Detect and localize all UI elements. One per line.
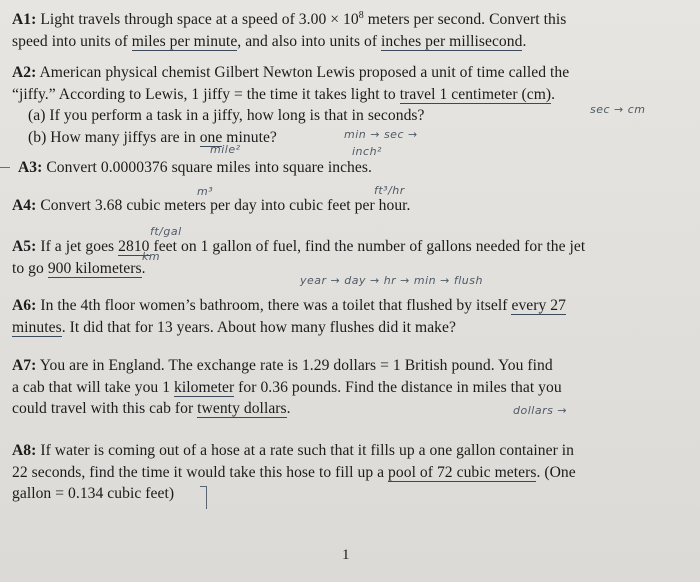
underline-2810: 2810 [118,238,150,255]
handwritten-note-min-sec: min → sec → [344,128,418,141]
problem-a3 [18,157,694,179]
handwritten-note-dollars: dollars → [513,404,568,417]
problem-a4-text: Convert 3.68 cubic meters per day into cubic feet per hour. [36,197,411,214]
problem-a8-tag: A8: [12,442,37,459]
handwritten-note-sec-cm: sec → cm [590,103,646,116]
underline-inches-per-millisecond: inches per millisecond [381,32,523,50]
problem-a5-text: If a jet goes [36,238,119,255]
problem-a5-text-3: to go [12,259,48,277]
underline-kilometer: kilometer [174,378,235,396]
problem-a2-part-b-text-2: minute? [222,128,277,146]
problem-a6 [12,295,688,338]
problem-a8-line2 [12,462,688,484]
problem-a1-text-3: , and also into units of [237,32,382,50]
handwritten-note-inch2: inch² [352,145,382,158]
problem-a6-text: In the 4th floor women’s bathroom, there was a toilet that flushed by itself [36,297,512,314]
problem-a2-tag: A2: [12,64,37,81]
handwritten-note-m3: m³ [197,185,214,198]
problem-a2-part-a: (a) If you perform a task in a jiffy, how long is that in seconds? [28,107,425,124]
period: . [141,259,146,277]
problem-a1-text: Light travels through space at a speed of 3.00 × 10 [36,11,359,29]
problem-a3-text: Convert 0.0000376 square miles into square inches. [42,159,372,176]
problem-a2-text: American physical chemist Gilbert Newton Lewis proposed a unit of time called the [36,64,570,81]
problem-a4 [12,195,688,217]
period: . [551,85,556,103]
exponent: 8 [358,10,364,21]
problem-a6-tag: A6: [12,297,37,314]
problem-a5-line1 [12,236,688,258]
problem-a7-tag: A7: [12,357,37,374]
problem-a7-text-2: a cab that will take you 1 [12,378,175,396]
problem-a4-tag: A4: [12,197,37,214]
underline-miles-per-minute: miles per minute [131,32,238,50]
problem-a7-text-3: for 0.36 pounds. Find the distance in miles that you [234,378,562,396]
page-number: 1 [342,547,350,563]
problem-a1-line2 [12,31,688,53]
problem-a8-line3 [12,483,688,505]
problem-a5-tag: A5: [12,238,37,255]
handwritten-note-mile2: mile² [210,143,241,156]
problem-a1-line1 [12,5,688,31]
underline-900-km: 900 kilometers [47,259,142,277]
problem-a7 [12,355,688,420]
problem-a7-line2 [12,377,688,399]
handwritten-note-ft-gal: ft/gal [150,225,182,238]
underline-travel-1-cm: travel 1 centimeter (cm) [399,85,552,103]
underline-every-27: every 27 [511,297,567,314]
problem-a7-line3 [12,398,688,420]
problem-a5-text-2: feet on 1 gallon of fuel, find the number of gallons needed for the jet [149,238,586,255]
handwritten-note-ft3-hr: ft³/hr [374,184,405,197]
problem-a2-line2 [12,84,688,106]
problem-a3-tag: A3: [18,159,43,176]
problem-a7-text-4: could travel with this cab for [12,400,198,417]
problem-a5 [12,236,688,279]
underline-minutes: minutes [12,318,62,336]
problem-a6-line2 [12,317,688,339]
handwritten-bracket [200,486,207,509]
problem-a7-line1 [12,355,688,377]
problem-a6-text-2: . It did that for 13 years. About how many flushes did it make? [61,318,456,336]
period: . [286,400,291,417]
problem-a1 [12,5,688,52]
problem-a8-text: If water is coming out of a hose at a rate such that it fills up a one gallon container in [36,442,575,459]
problem-a6-line1 [12,295,688,317]
problem-a7-text: You are in England. The exchange rate is 1.29 dollars = 1 British pound. You find [36,357,553,374]
problem-a8 [12,440,688,505]
problem-a8-line1 [12,440,688,462]
problem-a1-text-cont: meters per second. Convert this [363,11,567,29]
problem-a8-text-3: . (One [536,463,576,481]
underline-one: one [199,128,223,146]
underline-twenty-dollars: twenty dollars [197,400,287,417]
handwritten-note-km: km [142,250,161,263]
margin-dash-mark [0,167,10,168]
problem-a1-text-2: speed into units of [12,32,132,50]
problem-a2-part-b-text: (b) How many jiffys are in [28,128,200,146]
period: . [522,32,527,50]
handwritten-note-conversion-chain: year → day → hr → min → flush [300,274,483,287]
problem-a2-line1 [12,62,688,84]
problem-a2-text-2: “jiffy.” According to Lewis, 1 jiffy = the time it takes light to [12,85,400,103]
problem-a8-text-4: gallon = 0.134 cubic feet) [12,485,175,502]
problem-a1-tag: A1: [12,11,37,29]
problem-a8-text-2: 22 seconds, find the time it would take this hose to fill up a [12,463,389,481]
underline-pool-of-72-cubic-meters: pool of 72 cubic meters [388,463,537,481]
